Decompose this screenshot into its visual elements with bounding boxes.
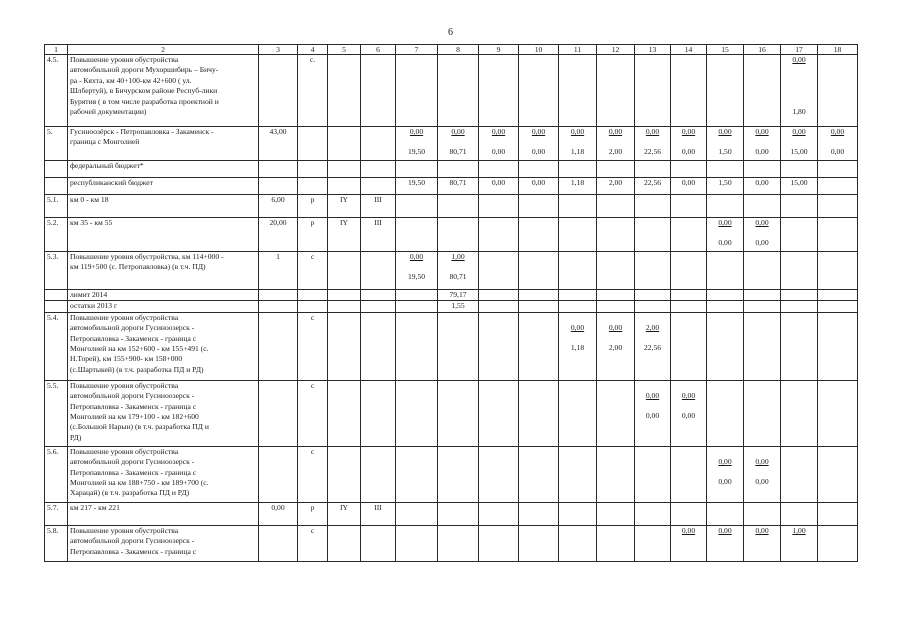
table-row	[45, 380, 858, 446]
description-line: автомобильной дороги Мухоршибирь – Бичу-	[70, 65, 219, 75]
value-top: 0,00	[409, 252, 424, 261]
header-cell: 7	[396, 45, 438, 55]
value-cell	[671, 55, 707, 127]
work-type-cell: с.	[298, 55, 328, 127]
value-bottom: 2,00	[608, 343, 623, 353]
value-cell	[597, 127, 635, 161]
description-line: (с.Шартыкей) (в т.ч. разработка ПД и РД)	[70, 364, 204, 374]
header-cell: 8	[438, 45, 479, 55]
description-line: Монголией на км 179+100 - км 182+600	[70, 412, 199, 422]
value-cell	[818, 178, 858, 195]
header-cell: 13	[635, 45, 671, 55]
value-cell	[781, 55, 818, 127]
value-top: 0,00	[608, 127, 623, 136]
table-row	[45, 252, 858, 290]
value-bottom: 1,80	[792, 107, 806, 117]
value-top: 0,00	[718, 127, 732, 136]
category-cell: III	[361, 502, 396, 525]
row-number	[45, 178, 68, 195]
description-line: Н.Торей), км 155+900- км 158+000	[70, 354, 183, 364]
value-bottom: 0,00	[718, 477, 732, 487]
page-cutoff	[0, 562, 905, 640]
description-line: автомобильной дороги Гусиноозерск -	[70, 391, 195, 401]
category-cell: III	[361, 218, 396, 252]
value-cell	[559, 127, 597, 161]
length-cell: 6,00	[259, 195, 298, 218]
table-row	[45, 195, 858, 218]
row-description	[68, 380, 259, 446]
length-cell	[259, 55, 298, 127]
table-row	[45, 301, 858, 312]
header-cell: 3	[259, 45, 298, 55]
value-cell: 1,55	[438, 301, 479, 312]
value-bottom: 2,00	[608, 147, 623, 157]
value-bottom: 80,71	[449, 272, 467, 282]
value-cell	[519, 127, 559, 161]
value-bottom: 19,50	[407, 147, 426, 157]
value-top: 0,00	[792, 127, 806, 136]
value-top: 0,00	[681, 525, 696, 535]
value-top: 0,00	[645, 390, 660, 400]
description-line: автомобильной дороги Гусиноозерск -	[70, 457, 195, 467]
value-cell	[438, 55, 479, 127]
table-row	[45, 161, 858, 178]
value-cell	[744, 525, 781, 561]
value-top: 0,00	[755, 127, 769, 136]
row-number	[45, 161, 68, 178]
category-cell: III	[361, 195, 396, 218]
description-line: Шлбертуй), в Бичурском районе Респуб-лики	[70, 86, 218, 96]
value-cell	[671, 380, 707, 446]
value-cell: 0,00	[519, 178, 559, 195]
value-cell	[707, 127, 744, 161]
value-cell: 0,00	[744, 178, 781, 195]
header-cell: 1	[45, 45, 68, 55]
work-type-cell: с	[298, 380, 328, 446]
value-bottom: 19,50	[407, 272, 426, 282]
value-cell	[635, 380, 671, 446]
description-line: Повышение уровня обустройства	[70, 55, 179, 64]
category-cell	[328, 127, 361, 161]
description-line: ра - Кяхта, км 40+100-км 42+600 ( ул.	[70, 75, 192, 85]
row-number: 5.5.	[45, 380, 68, 446]
description-line: граница с Монголией	[70, 137, 140, 147]
description-line: РД)	[70, 432, 82, 442]
length-cell: 43,00	[259, 127, 298, 161]
description-line: Монголией на км 152+600 - км 155+491 (с.	[70, 344, 209, 354]
category-cell: IY	[328, 218, 361, 252]
row-number: 5.2.	[45, 218, 68, 252]
page-number: 6	[448, 27, 453, 38]
value-cell	[781, 525, 818, 561]
value-top: 0,00	[570, 322, 585, 332]
table-row	[45, 218, 858, 252]
category-cell	[361, 127, 396, 161]
work-type-cell: р	[298, 218, 328, 252]
value-top: 0,00	[718, 218, 732, 227]
value-bottom: 0,00	[755, 477, 769, 487]
value-bottom: 0,00	[681, 147, 696, 157]
description-line: Монголией на км 188+750 - км 189+700 (с.	[70, 478, 209, 488]
value-cell	[707, 525, 744, 561]
value-top: 0,00	[792, 55, 806, 64]
table-row	[45, 446, 858, 502]
value-cell	[559, 55, 597, 127]
value-bottom: 0,00	[645, 411, 660, 421]
value-cell	[396, 127, 438, 161]
value-cell	[744, 127, 781, 161]
work-type-cell	[298, 127, 328, 161]
row-number: 5.1.	[45, 195, 68, 218]
row-description: остатки 2013 г	[68, 301, 259, 312]
value-top: 0,00	[409, 127, 424, 136]
value-top: 0,00	[681, 127, 696, 136]
row-description	[68, 446, 259, 502]
row-number: 4.5.	[45, 55, 68, 127]
work-type-cell: р	[298, 502, 328, 525]
table-row	[45, 55, 858, 127]
work-type-cell: с	[298, 446, 328, 502]
value-cell	[635, 55, 671, 127]
header-cell: 5	[328, 45, 361, 55]
value-bottom: 1,18	[570, 343, 585, 353]
description-line: автомобильной дороги Гусиноозерск -	[70, 323, 195, 333]
value-cell: 1,50	[707, 178, 744, 195]
header-cell: 15	[707, 45, 744, 55]
value-cell	[396, 55, 438, 127]
table-row	[45, 290, 858, 301]
value-cell	[744, 55, 781, 127]
category-cell	[361, 55, 396, 127]
value-cell: 0,00	[671, 178, 707, 195]
value-top: 0,00	[755, 456, 769, 466]
value-cell: 0,00	[479, 178, 519, 195]
value-cell	[635, 127, 671, 161]
value-cell	[781, 127, 818, 161]
row-description: федеральный бюджет*	[68, 161, 259, 178]
length-cell: 1	[259, 252, 298, 290]
value-bottom: 0,00	[681, 411, 696, 421]
value-cell	[707, 218, 744, 252]
row-description	[68, 312, 259, 380]
row-number: 5.8.	[45, 525, 68, 561]
value-cell	[635, 312, 671, 380]
row-description: республиканский бюджет	[68, 178, 259, 195]
description-line: Гусиноозёрск - Петропавловка - Закаменск -	[70, 127, 214, 136]
value-cell: 19,50	[396, 178, 438, 195]
row-description: км 217 - км 221	[68, 502, 259, 525]
header-cell: 6	[361, 45, 396, 55]
value-cell	[707, 446, 744, 502]
table-row	[45, 525, 858, 561]
value-bottom: 0,00	[830, 147, 845, 157]
description-line: Повышение уровня обустройства	[70, 446, 179, 456]
header-cell: 16	[744, 45, 781, 55]
value-cell: 22,56	[635, 178, 671, 195]
description-line: Петропавловка - Закаменск - граница с	[70, 333, 197, 343]
table-row	[45, 312, 858, 380]
description-line: Повышение уровня обустройства	[70, 525, 179, 535]
value-top: 0,00	[718, 456, 732, 466]
description-line: рабочей документации)	[70, 107, 147, 117]
category-cell	[328, 55, 361, 127]
table-header-row	[45, 45, 858, 55]
row-description: лимит 2014	[68, 290, 259, 301]
row-description: км 0 - км 18	[68, 195, 259, 218]
value-bottom: 1,50	[718, 147, 732, 157]
budget-table	[44, 44, 858, 562]
header-cell: 4	[298, 45, 328, 55]
description-line: Бурятия ( в том числе разработка проектной и	[70, 96, 219, 106]
value-cell	[671, 127, 707, 161]
description-line: Харацай) (в т.ч. разработка ПД и РД)	[70, 488, 190, 498]
value-cell	[597, 55, 635, 127]
header-cell: 18	[818, 45, 858, 55]
row-number: 5.7.	[45, 502, 68, 525]
value-top: 0,00	[451, 127, 465, 136]
description-line: Петропавловка - Закаменск - граница с	[70, 467, 197, 477]
header-cell: 12	[597, 45, 635, 55]
category-cell: IY	[328, 502, 361, 525]
description-line: автомобильной дороги Гусиноозерск -	[70, 536, 195, 546]
row-number: 5.	[45, 127, 68, 161]
value-top: 0,00	[645, 127, 660, 136]
value-cell	[744, 218, 781, 252]
row-number: 5.6.	[45, 446, 68, 502]
value-top: 0,00	[755, 525, 769, 535]
work-type-cell: с	[298, 312, 328, 380]
value-cell	[818, 55, 858, 127]
value-cell	[479, 127, 519, 161]
value-bottom: 1,18	[570, 147, 585, 157]
header-cell: 2	[68, 45, 259, 55]
description-line: Повышение уровня обустройства	[70, 380, 179, 390]
value-top: 1,00	[451, 252, 465, 261]
row-description	[68, 55, 259, 127]
value-cell: 1,18	[559, 178, 597, 195]
description-line: Повышение уровня обустройства	[70, 312, 179, 322]
row-number: 5.4.	[45, 312, 68, 380]
value-bottom: 80,71	[449, 147, 467, 157]
value-cell: 79,17	[438, 290, 479, 301]
value-top: 0,00	[681, 390, 696, 400]
value-top: 0,00	[718, 525, 732, 535]
description-line: Повышение уровня обустройства, км 114+000 -	[70, 252, 224, 261]
value-top: 1,00	[792, 525, 806, 535]
value-top: 0,00	[570, 127, 585, 136]
value-top: 0,00	[491, 127, 506, 136]
description-line: Петропавловка - Закаменск - граница с	[70, 546, 197, 556]
value-bottom: 0,00	[755, 238, 769, 248]
value-cell: 15,00	[781, 178, 818, 195]
value-cell	[707, 55, 744, 127]
value-top: 2,00	[645, 322, 660, 332]
description-line: км 119+500 (с. Петропавловка) (в т.ч. ПД)	[70, 262, 206, 272]
value-top: 0,00	[830, 127, 845, 136]
value-cell	[438, 252, 479, 290]
category-cell: IY	[328, 195, 361, 218]
work-type-cell: р	[298, 195, 328, 218]
length-cell: 0,00	[259, 502, 298, 525]
value-top: 0,00	[608, 322, 623, 332]
value-cell	[479, 55, 519, 127]
value-cell	[671, 525, 707, 561]
header-cell: 11	[559, 45, 597, 55]
header-cell: 17	[781, 45, 818, 55]
table-row	[45, 502, 858, 525]
row-number: 5.3.	[45, 252, 68, 290]
value-bottom: 22,56	[643, 343, 662, 353]
work-type-cell: с	[298, 525, 328, 561]
value-cell	[396, 252, 438, 290]
value-top: 0,00	[531, 127, 546, 136]
table-row	[45, 178, 858, 195]
value-cell: 2,00	[597, 178, 635, 195]
value-cell	[744, 446, 781, 502]
value-bottom: 0,00	[491, 147, 506, 157]
row-description	[68, 127, 259, 161]
row-description: км 35 - км 55	[68, 218, 259, 252]
work-type-cell: с	[298, 252, 328, 290]
value-cell: 80,71	[438, 178, 479, 195]
row-description	[68, 525, 259, 561]
value-cell	[519, 55, 559, 127]
description-line: (с.Большой Нарын) (в т.ч. разработка ПД и	[70, 422, 209, 432]
header-cell: 9	[479, 45, 519, 55]
description-line: Петропавловка - Закаменск - граница с	[70, 401, 197, 411]
value-bottom: 0,00	[531, 147, 546, 157]
value-cell	[559, 312, 597, 380]
value-bottom: 0,00	[718, 238, 732, 248]
row-description	[68, 252, 259, 290]
table-row	[45, 127, 858, 161]
value-bottom: 0,00	[755, 147, 769, 157]
header-cell: 14	[671, 45, 707, 55]
value-bottom: 15,00	[790, 147, 808, 157]
value-bottom: 22,56	[643, 147, 662, 157]
value-top: 0,00	[755, 218, 769, 227]
value-cell	[438, 127, 479, 161]
header-cell: 10	[519, 45, 559, 55]
length-cell: 20,00	[259, 218, 298, 252]
value-cell	[818, 127, 858, 161]
value-cell	[597, 312, 635, 380]
